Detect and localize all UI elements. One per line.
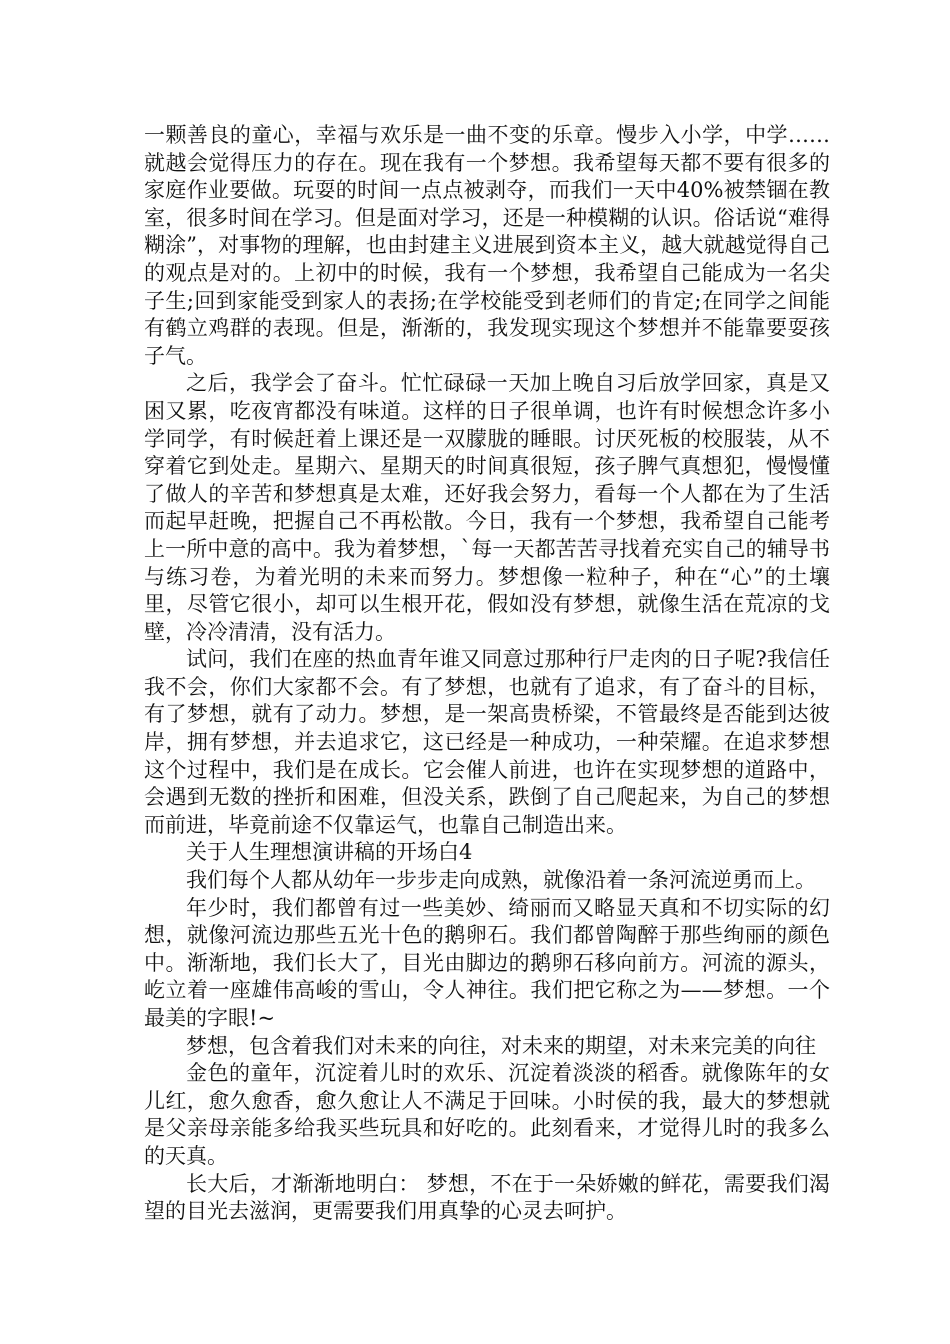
section-heading: 关于人生理想演讲稿的开场白4 (186, 840, 473, 865)
paragraph-2: 之后，我学会了奋斗。忙忙碌碌一天加上晚自习后放学回家，真是又困又累，吃夜宵都没有味道。这样的日子很单调，也许有时候想念许多小学同学，有时候赶着上课还是一双朦胧的睡眼。讨厌死板的校服装，从不穿着它到处走。星期六、星期天的时间真很短，孩子脾气真想犯，慢慢懂了做人的辛苦和梦想真是太难，还好我会努力，看每一个人都在为了生活而起早赶晚，把握自己不再松散。今日，我有一个梦想，我希望自己能考上一所中意的高中。我为着梦想，`每一天都苦苦寻找着充实自己的辅导书与练习卷，为着光明的未来而努力。梦想像一粒种子，种在“心”的土壤里，尽管它很小，却可以生根开花，假如没有梦想，就像生活在荒凉的戈壁，冷冷清清，没有活力。 (144, 371, 830, 644)
paragraph-7: 金色的童年，沉淀着儿时的欢乐、沉淀着淡淡的稻香。就像陈年的女儿红，愈久愈香，愈久愈让人不满足于回味。小时侯的我，最大的梦想就是父亲母亲能多给我买些玩具和好吃的。此刻看来，才觉得儿时的我多么的天真。 (144, 1061, 830, 1168)
paragraph-5: 年少时，我们都曾有过一些美妙、绮丽而又略显天真和不切实际的幻想，就像河流边那些五光十色的鹅卵石。我们都曾陶醉于那些绚丽的颜色中。渐渐地，我们长大了，目光由脚边的鹅卵石移向前方。河流的源头，屹立着一座雄伟高峻的雪山，令人神往。我们把它称之为——梦想。一个最美的字眼!~ (144, 895, 830, 1030)
document-page (144, 122, 830, 1226)
paragraph-1: 一颗善良的童心，幸福与欢乐是一曲不变的乐章。慢步入小学，中学……就越会觉得压力的存在。现在我有一个梦想。我希望每天都不要有很多的家庭作业要做。玩耍的时间一点点被剥夺，而我们一天中40%被禁锢在教室，很多时间在学习。但是面对学习，还是一种模糊的认识。俗话说“难得糊涂”，对事物的理解，也由封建主义进展到资本主义，越大就越觉得自己的观点是对的。上初中的时候，我有一个梦想，我希望自己能成为一名尖子生;回到家能受到家人的表扬;在学校能受到老师们的肯定;在同学之间能有鹤立鸡群的表现。但是，渐渐的，我发现实现这个梦想并不能靠要耍孩子气。 (144, 123, 830, 368)
paragraph-3: 试问，我们在座的热血青年谁又同意过那种行尸走肉的日子呢?我信任我不会，你们大家都不会。有了梦想，也就有了追求，有了奋斗的目标，有了梦想，就有了动力。梦想，是一架高贵桥梁，不管最终是否能到达彼岸，拥有梦想，并去追求它，这已经是一种成功，一种荣耀。在追求梦想这个过程中，我们是在成长。它会催人前进，也许在实现梦想的道路中，会遇到无数的挫折和困难，但没关系，跌倒了自己爬起来，为自己的梦想而前进，毕竟前途不仅靠运气，也靠自己制造出来。 (144, 647, 830, 837)
paragraph-4: 我们每个人都从幼年一步步走向成熟，就像沿着一条河流逆勇而上。 (186, 868, 816, 893)
paragraph-6: 梦想，包含着我们对未来的向往，对未来的期望，对未来完美的向往 (186, 1033, 816, 1058)
paragraph-8: 长大后，才渐渐地明白： 梦想，不在于一朵娇嫩的鲜花，需要我们渴望的目光去滋润，更需要我们用真挚的心灵去呵护。 (144, 1171, 830, 1224)
